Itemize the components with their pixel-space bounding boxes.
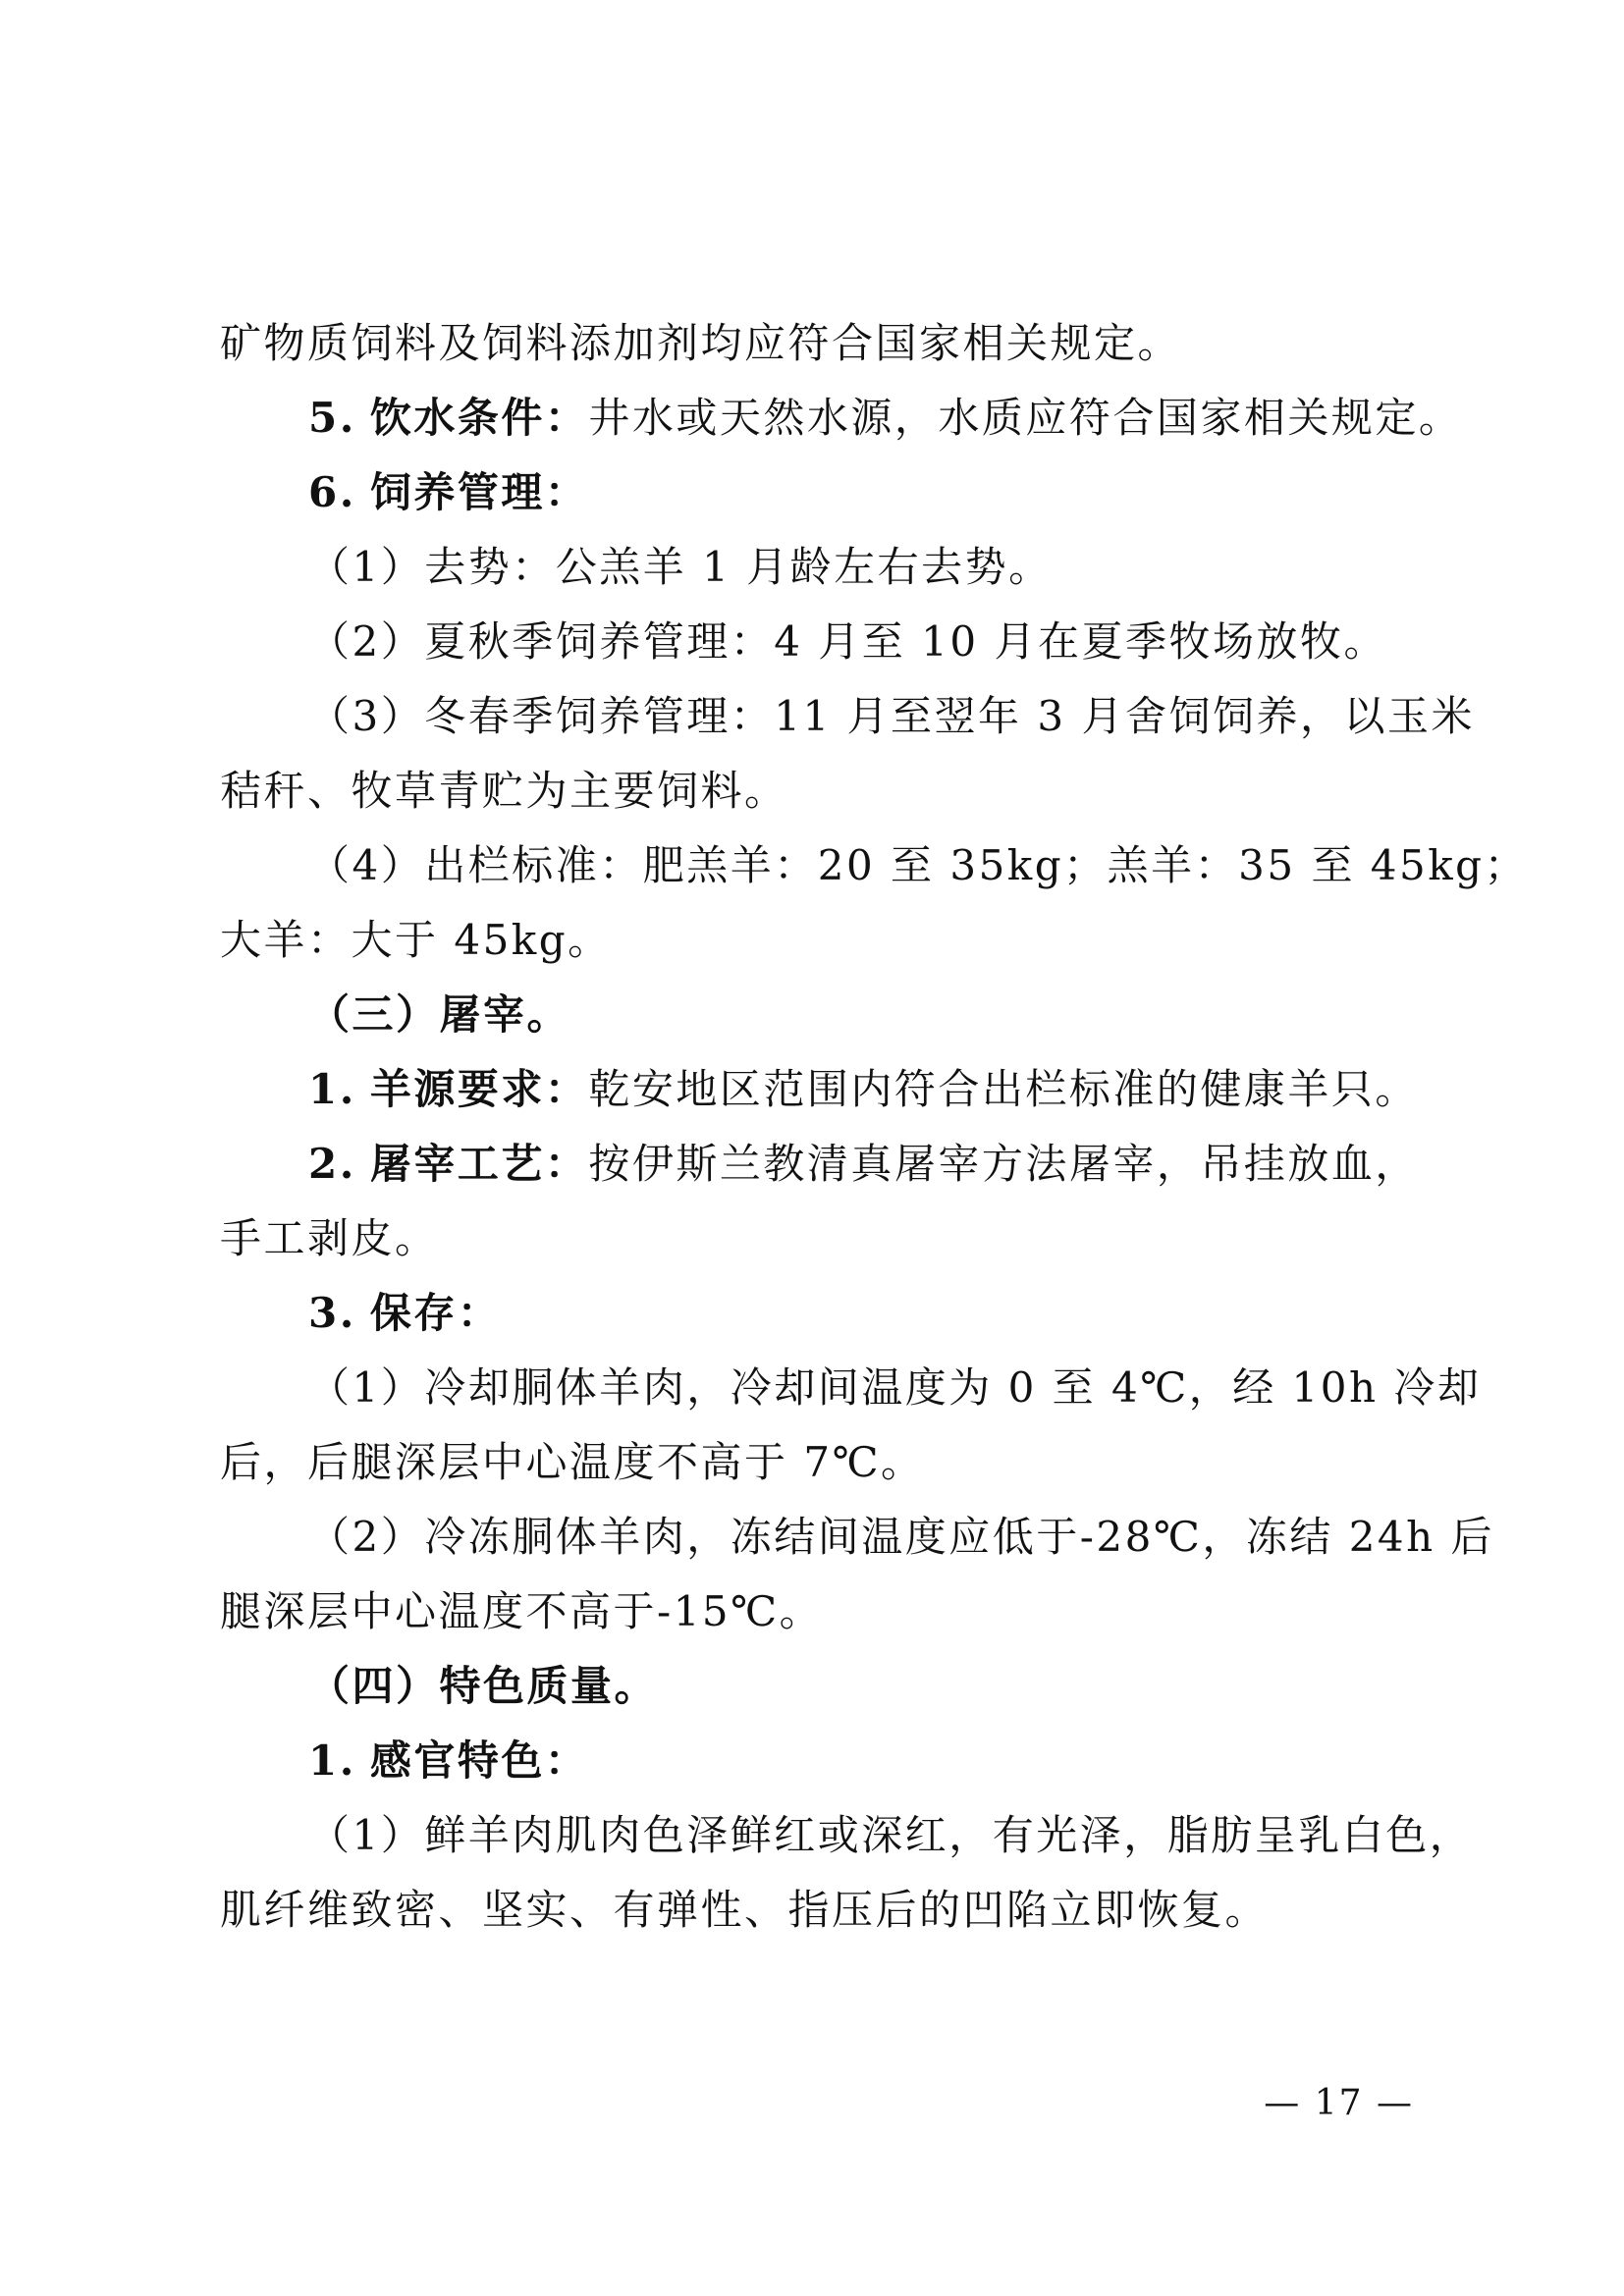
paragraph-line: （1）鲜羊肉肌肉色泽鲜红或深红，有光泽，脂肪呈乳白色， — [308, 1811, 1474, 1859]
paragraph-line: （4）出栏标准：肥羔羊：20 至 35kg；羔羊：35 至 45kg； — [308, 841, 1529, 889]
paragraph-line: （1）去势：公羔羊 1 月龄左右去势。 — [308, 543, 1053, 591]
item-number: 1. — [308, 1736, 356, 1785]
item-2-line: 2. 屠宰工艺：按伊斯兰教清真屠宰方法屠宰，吊挂放血， — [308, 1140, 1419, 1188]
item-heading: 羊源要求： — [369, 1065, 589, 1113]
section-6-heading — [0, 463, 1624, 522]
paragraph-line: （1）冷却胴体羊肉，冷却间温度为 0 至 4℃，经 10h 冷却 — [308, 1363, 1482, 1412]
item-number: 2. — [308, 1140, 356, 1188]
item-heading: 屠宰工艺： — [369, 1140, 589, 1188]
item-heading: 感官特色： — [369, 1736, 589, 1785]
paragraph-line: （3）冬春季饲养管理：11 月至翌年 3 月舍饲饲养，以玉米 — [308, 692, 1475, 740]
paragraph-line: 后，后腿深层中心温度不高于 7℃。 — [220, 1438, 925, 1486]
item-number: 6. — [308, 468, 356, 516]
item-number: 5. — [308, 394, 356, 442]
paragraph-line: （2）冷冻胴体羊肉，冻结间温度应低于-28℃，冻结 24h 后 — [308, 1513, 1495, 1561]
paragraph-line: 肌纤维致密、坚实、有弹性、指压后的凹陷立即恢复。 — [220, 1886, 1270, 1934]
paragraph-line: 秸秆、牧草青贮为主要饲料。 — [220, 767, 788, 815]
paragraph-line: 矿物质饲料及饲料添加剂均应符合国家相关规定。 — [220, 319, 1182, 367]
item-number: 1. — [308, 1065, 356, 1113]
item-heading: 保存： — [369, 1289, 502, 1337]
item-number: 3. — [308, 1289, 356, 1337]
item-1-line: 1. 羊源要求：乾安地区范围内符合出栏标准的健康羊只。 — [308, 1065, 1419, 1113]
section-heading-slaughter: （三）屠宰。 — [308, 990, 571, 1039]
item-1-sensory-heading — [0, 1732, 1624, 1790]
item-3-heading — [0, 1284, 1624, 1343]
paragraph-line: 手工剥皮。 — [220, 1214, 439, 1262]
paragraph-line: 大羊：大于 45kg。 — [220, 916, 612, 964]
section-heading-quality: （四）特色质量。 — [308, 1662, 659, 1710]
page-number: — 17 — — [1264, 2083, 1414, 2123]
item-heading: 饮水条件： — [369, 394, 589, 442]
paragraph-line: （2）夏秋季饲养管理：4 月至 10 月在夏季牧场放牧。 — [308, 617, 1387, 666]
paragraph-line: 腿深层中心温度不高于-15℃。 — [220, 1587, 824, 1635]
section-5-line: 5. 饮水条件：井水或天然水源，水质应符合国家相关规定。 — [308, 394, 1463, 442]
item-heading: 饲养管理： — [369, 468, 589, 516]
